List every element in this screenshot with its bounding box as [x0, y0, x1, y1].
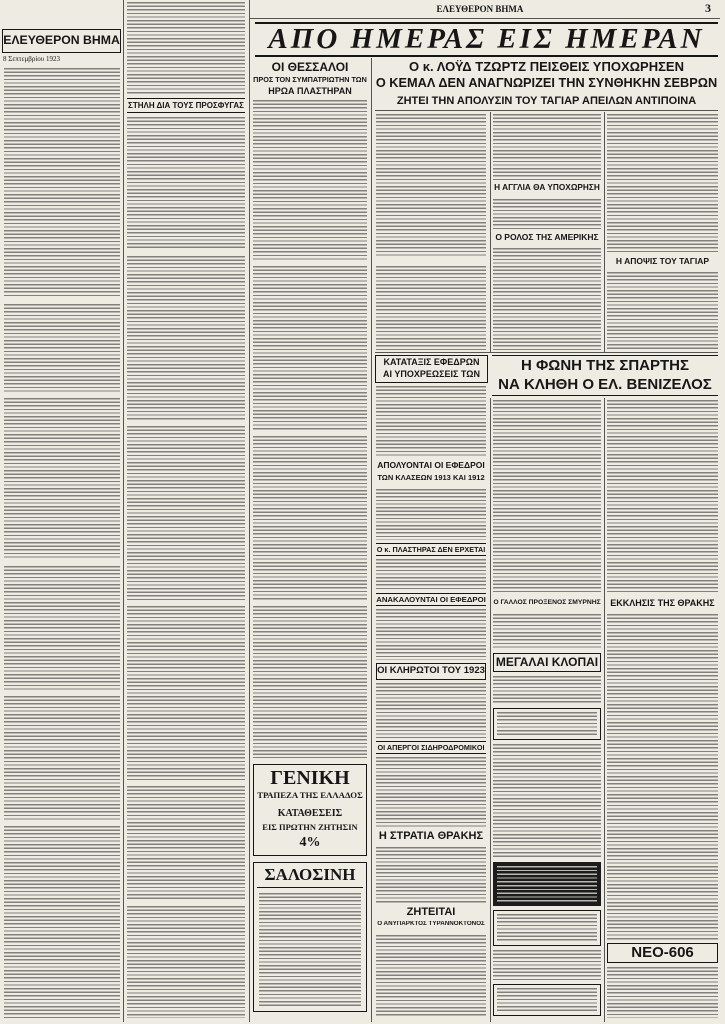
column-rule [123, 0, 124, 1022]
consul-headline: Ο ΓΑΛΛΟΣ ΠΡΟΞΕΝΟΣ ΣΜΥΡΝΗΣ [493, 599, 601, 606]
refugees-column-title: ΣΤΗΛΗ ΔΙΑ ΤΟΥΣ ΠΡΟΣΦΥΓΑΣ [127, 98, 245, 113]
column-rule [249, 0, 250, 1022]
section-banner: ΑΠΟ ΗΜΕΡΑΣ ΕΙΣ ΗΜΕΡΑΝ [255, 22, 718, 57]
section-rule [375, 352, 718, 353]
lead-headline: Ο ΚΕΜΑΛ ΔΕΝ ΑΝΑΓΝΩΡΙΖΕΙ ΤΗΝ ΣΥΝΘΗΚΗΝ ΣΕΒΡΩΝ [375, 76, 718, 90]
issue-date: 8 Σεπτεμβρίου 1923 [3, 56, 60, 63]
bank-ad-line: ΕΙΣ ΠΡΩΤΗΝ ΖΗΤΗΣΙΝ [262, 823, 358, 832]
body-text [127, 2, 245, 94]
recall-headline: ΑΝΑΚΑΛΟΥΝΤΑΙ ΟΙ ΕΦΕΔΡΟΙ [376, 595, 486, 604]
body-text [493, 614, 601, 650]
thrace-appeal-headline: ΕΚΚΛΗΣΙΣ ΤΗΣ ΘΡΑΚΗΣ [610, 599, 715, 608]
body-text [493, 400, 601, 594]
body-text [259, 893, 361, 1006]
body-text [376, 935, 486, 1018]
page-number: 3 [705, 2, 711, 15]
body-text [253, 436, 367, 600]
masthead-title: ΕΛΕΥΘΕΡΟΝ ΒΗΜΑ [2, 29, 121, 53]
lead-kicker: Ο κ. ΛΟΫΔ ΤΖΩΡΤΖ ΠΕΙΣΘΕΙΣ ΥΠΟΧΩΡΗΣΕΝ [409, 60, 684, 74]
body-text [4, 566, 120, 690]
section-rule [375, 110, 718, 111]
body-text [253, 100, 367, 260]
body-text [376, 114, 486, 258]
body-text [607, 614, 718, 940]
body-text [127, 117, 245, 250]
body-text [607, 400, 718, 594]
body-text [127, 906, 245, 1018]
discharge-headline: ΤΩΝ ΚΛΑΣΕΩΝ 1913 ΚΑΙ 1912 [377, 474, 485, 482]
column-rule [490, 112, 491, 352]
bank-ad-line: ΚΑΤΑΘΕΣΕΙΣ [277, 809, 343, 819]
bank-ad-line: ΓΕΝΙΚΗ [270, 768, 350, 789]
body-text [4, 826, 120, 1018]
neo-ad-title: ΝΕΟ-606 [607, 943, 718, 963]
body-text [493, 199, 601, 231]
thefts-headline: ΜΕΓΑΛΑΙ ΚΛΟΠΑΙ [493, 653, 601, 672]
body-text [127, 606, 245, 780]
strikers-headline: ΟΙ ΑΠΕΡΓΟΙ ΣΙΔΗΡΟΔΡΟΜΙΚΟΙ [377, 743, 485, 752]
body-text [376, 609, 486, 660]
body-text [127, 426, 245, 600]
body-text [376, 489, 486, 540]
reserves-headline: ΚΑΤΑΤΑΞΙΣ ΕΦΕΔΡΩΝ [383, 358, 480, 367]
thessaly-headline: ΠΡΟΣ ΤΟΝ ΣΥΜΠΑΤΡΙΩΤΗΝ ΤΩΝ [253, 76, 367, 84]
body-text [127, 256, 245, 420]
body-text [4, 398, 120, 560]
body-text [253, 266, 367, 430]
body-text [497, 866, 597, 902]
discharge-headline: ΑΠΟΛΥΟΝΤΑΙ ΟΙ ΕΦΕΔΡΟΙ [377, 461, 485, 470]
body-text [493, 950, 601, 980]
body-text [497, 914, 597, 942]
body-text [376, 386, 486, 458]
body-text [607, 272, 718, 350]
salosini-ad-title: ΣΑΛΟΣΙΝΗ [257, 866, 363, 888]
body-text [127, 786, 245, 900]
column-rule [604, 112, 605, 352]
column-rule [371, 58, 372, 1022]
thessaly-headline: ΟΙ ΘΕΣΣΑΛΟΙ [271, 61, 349, 74]
body-text [607, 114, 718, 254]
body-text [493, 744, 601, 858]
body-text [607, 967, 718, 1018]
thessaly-headline: ΗΡΩΑ ΠΛΑΣΤΗΡΑΝ [268, 87, 352, 96]
body-text [4, 304, 120, 392]
lead-deck: ΖΗΤΕΙ ΤΗΝ ΑΠΟΛΥΣΙΝ ΤΟΥ ΤΑΓΙΑΡ ΑΠΕΙΛΩΝ ΑΝΤΙΠΟΙΝΑ [396, 96, 697, 107]
bank-ad-line: ΤΡΑΠΕΖΑ ΤΗΣ ΕΛΛΑΔΟΣ [257, 791, 363, 800]
body-text [4, 68, 120, 298]
body-text [4, 696, 120, 820]
body-text [493, 676, 601, 704]
body-text [376, 683, 486, 738]
wanted-subheadline: Ο ΑΝΥΠΑΡΚΤΟΣ ΤΥΡΑΝΝΟΚΤΟΝΟΣ [377, 921, 485, 927]
body-text [497, 712, 597, 736]
thrace-army-headline: Η ΣΤΡΑΤΙΑ ΘΡΑΚΗΣ [378, 831, 484, 842]
lead-subhead: Ο ΡΟΛΟΣ ΤΗΣ ΑΜΕΡΙΚΗΣ [495, 233, 599, 242]
running-header: ΕΛΕΥΘΕΡΟΝ ΒΗΜΑ [436, 5, 524, 14]
body-text [497, 988, 597, 1012]
plastiras-headline: Ο κ. ΠΛΑΣΤΗΡΑΣ ΔΕΝ ΕΡΧΕΤΑΙ [376, 545, 486, 554]
wanted-headline: ΖΗΤΕΙΤΑΙ [406, 907, 456, 918]
body-text [376, 847, 486, 904]
conscripts-headline: ΟΙ ΚΛΗΡΩΤΟΙ ΤΟΥ 1923 [376, 663, 486, 680]
reserves-headline: ΑΙ ΥΠΟΧΡΕΩΣΕΙΣ ΤΩΝ [383, 370, 480, 379]
column-rule [604, 398, 605, 1022]
body-text [376, 757, 486, 828]
column-rule [490, 398, 491, 1022]
lead-subhead: Η ΑΓΓΛΙΑ ΘΑ ΥΠΟΧΩΡΗΣΗ [494, 184, 600, 192]
body-text [493, 248, 601, 350]
bank-ad-rate: 4% [299, 836, 321, 850]
body-text [253, 606, 367, 758]
sparta-headline: Η ΦΩΝΗ ΤΗΣ ΣΠΑΡΤΗΣ [520, 358, 689, 374]
sparta-headline: ΝΑ ΚΛΗΘΗ Ο ΕΛ. ΒΕΝΙΖΕΛΟΣ [498, 377, 712, 393]
header-rule [250, 18, 720, 19]
lead-subhead: Η ΑΠΟΨΙΣ ΤΟΥ ΤΑΓΙΑΡ [615, 257, 710, 266]
body-text [376, 559, 486, 590]
body-text [376, 266, 486, 350]
body-text [493, 114, 601, 182]
